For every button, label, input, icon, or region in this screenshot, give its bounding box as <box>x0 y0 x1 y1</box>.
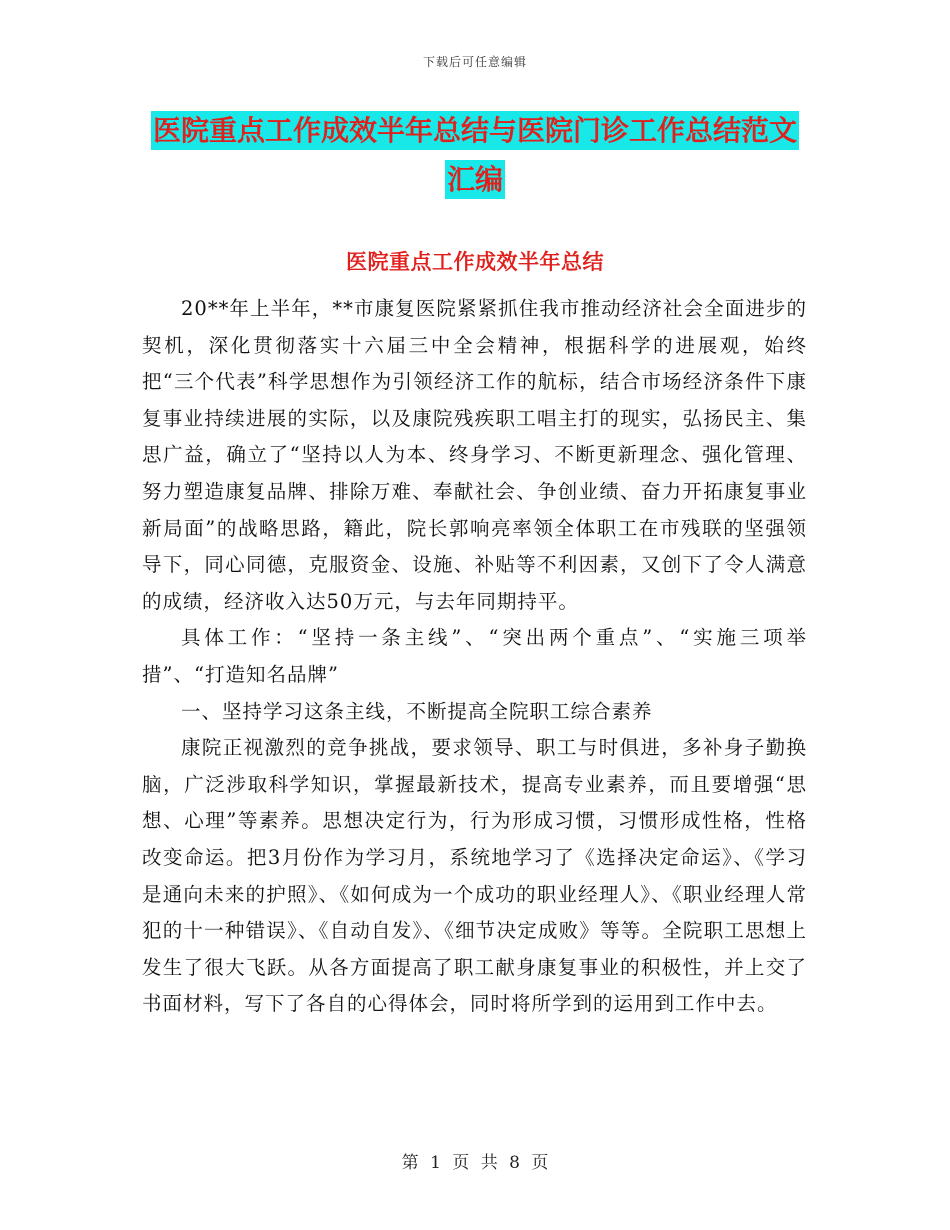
document-title-line-2: 汇编 <box>445 160 505 199</box>
paragraph: 一、坚持学习这条主线，不断提高全院职工综合素养 <box>181 699 653 723</box>
document-body <box>142 291 807 1023</box>
paragraph: 20**年上半年，**市康复医院紧紧抓住我市推动经济社会全面进步的契机，深化贯彻落实十六届三中全会精神，根据科学的进展观，始终把“三个代表”科学思想作为引领经济工作的航标，结合市场经济条件下康复事业持续进展的实际，以及康院残疾职工唱主打的现实，弘扬民主、集思广益，确立了“坚持以人为本、终身学习、不断更新理念、强化管理、努力塑造康复品牌、排除万难、奉献社会、争创业绩、奋力开拓康复事业新局面”的战略思路，籍此，院长郭响亮率领全体职工在市残联的坚强领导下，同心同德，克服资金、设施、补贴等不利因素，又创下了令人满意的成绩，经济收入达50万元，与去年同期持平。 <box>142 297 807 613</box>
header-note: 下载后可任意编辑 <box>422 55 527 69</box>
paragraph: 具体工作：“坚持一条主线”、“突出两个重点”、“实施三项举措”、“打造知名品牌” <box>142 626 807 686</box>
section-title: 医院重点工作成效半年总结 <box>346 250 604 274</box>
document-title <box>140 106 810 204</box>
page-footer: 第 1 页 共 8 页 <box>401 1153 549 1173</box>
document-title-line-1: 医院重点工作成效半年总结与医院门诊工作总结范文 <box>151 111 799 150</box>
paragraph: 康院正视激烈的竞争挑战，要求领导、职工与时俱进，多补身子勤换脑，广泛涉取科学知识，掌握最新技术，提高专业素养，而且要增强“思想、心理”等素养。思想决定行为，行为形成习惯，习惯形成性格，性格改变命运。把3月份作为学习月，系统地学习了《选择决定命运》、《学习是通向未来的护照》、《如何成为一个成功的职业经理人》、《职业经理人常犯的十一种错误》、《自动自发》、《细节决定成败》等等。全院职工思想上发生了很大飞跃。从各方面提高了职工献身康复事业的积极性，并上交了书面材料，写下了各自的心得体会，同时将所学到的运用到工作中去。 <box>142 736 807 1016</box>
